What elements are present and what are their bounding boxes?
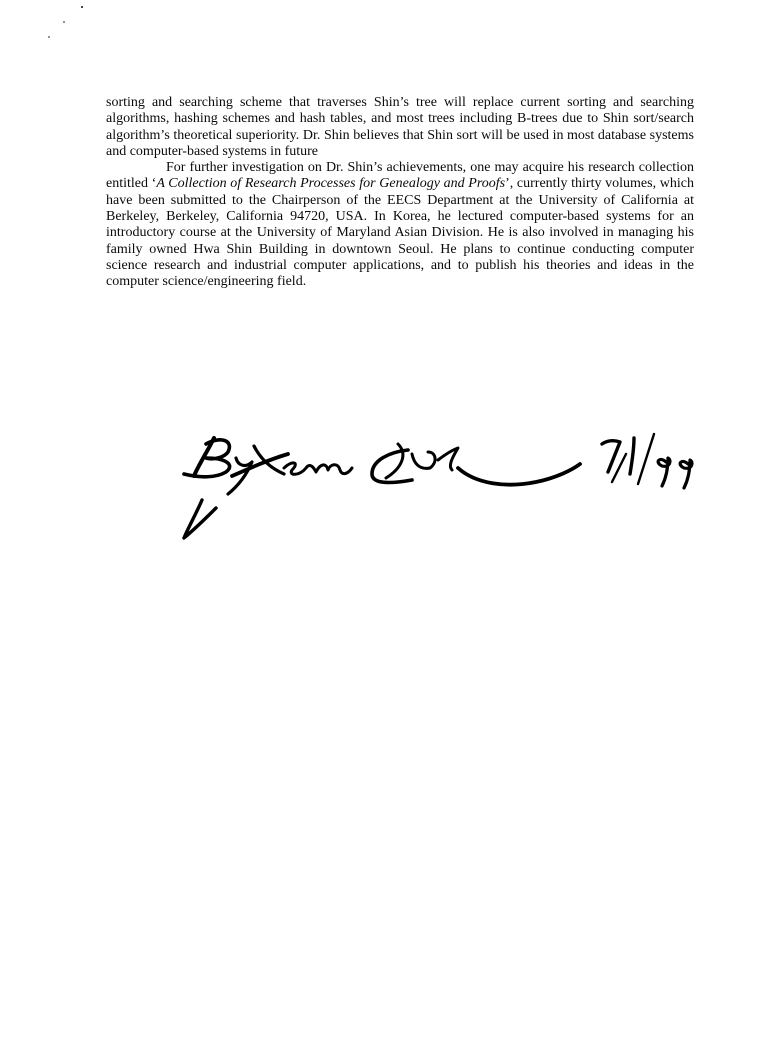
- paragraph-2-text-end: ’, currently thirty volumes, which have been submitted to the Chairperson of the EECS Department at the University of California at Berkeley, Berkeley, California 94720, USA. In Korea, he lectured computer-based systems for an introductory course at the University of Maryland Asian Division. He is also involved in managing his family owned Hwa Shin Building in downtown Seoul. He plans to continue conducting computer science research and industrial computer applications, and to publish his theories and ideas in the computer science/engineering field.: [106, 176, 694, 290]
- paragraph-2: [106, 160, 694, 290]
- collection-title: A Collection of Research Processes for Genealogy and Proofs: [156, 176, 506, 192]
- body-text: [106, 95, 694, 291]
- paragraph-1: [106, 95, 694, 160]
- scan-specks: [0, 0, 760, 60]
- signature-drawing: [176, 424, 706, 554]
- paragraph-1-text: sorting and searching scheme that traverses Shin’s tree will replace current sorting and searching algorithms, hashing schemes and hash tables, and most trees including B-trees due to Shin sort/search algorithm’s theoretical superiority. Dr. Shin believes that Shin sort will be used in most database systems and computer-based systems in future: [106, 95, 694, 159]
- handwritten-signature: [176, 424, 706, 559]
- paragraph-2-text-start: For further investigation on Dr. Shin’s achievements, one may acquire his research collection entitled ‘: [106, 160, 694, 192]
